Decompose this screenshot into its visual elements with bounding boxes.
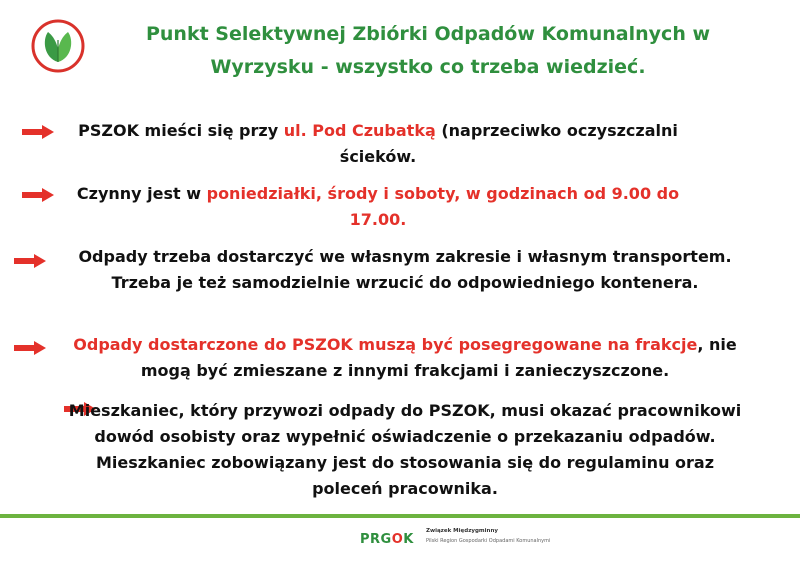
right-arrow-icon — [14, 254, 46, 268]
segregation-text: Odpady dostarczone do PSZOK muszą być posegregowane na frakcje, nie mogą być zmieszane z innymi frakcjami i zanieczyszczone. — [73, 335, 737, 380]
page-title: Punkt Selektywnej Zbiórki Odpadów Komunalnych w Wyrzysku - wszystko co trzeba wiedzieć. — [145, 23, 711, 78]
leaf-logo-icon — [30, 18, 86, 74]
right-arrow-icon — [14, 341, 46, 355]
right-arrow-icon — [22, 188, 54, 202]
resident-requirements-text: Mieszkaniec, który przywozi odpady do PSZOK, musi okazać pracownikowi dowód osobisty oraz wypełnić oświadczenie o przekazaniu odpadów. Mieszkaniec zobowiązany jest do stosowania się do regulaminu oraz poleceń pracownika. — [68, 401, 742, 498]
divider — [0, 514, 800, 518]
right-arrow-icon — [22, 125, 54, 139]
footer-logo — [360, 528, 580, 556]
delivery-text: Odpady trzeba dostarczyć we własnym zakresie i własnym transportem. Trzeba je też samodzielnie wrzucić do odpowiedniego kontenera. — [78, 247, 732, 292]
brand-logo: PRGOK — [360, 532, 414, 547]
opening-hours-text: Czynny jest w poniedziałki, środy i soboty, w godzinach od 9.00 do 17.00. — [76, 184, 680, 229]
location-text: PSZOK mieści się przy ul. Pod Czubatką (naprzeciwko oczyszczalni ścieków. — [78, 121, 678, 166]
region-name: Pilski Region Gospodarki Odpadami Komunalnymi — [426, 538, 551, 544]
union-name: Związek Międzygminny — [426, 528, 498, 534]
